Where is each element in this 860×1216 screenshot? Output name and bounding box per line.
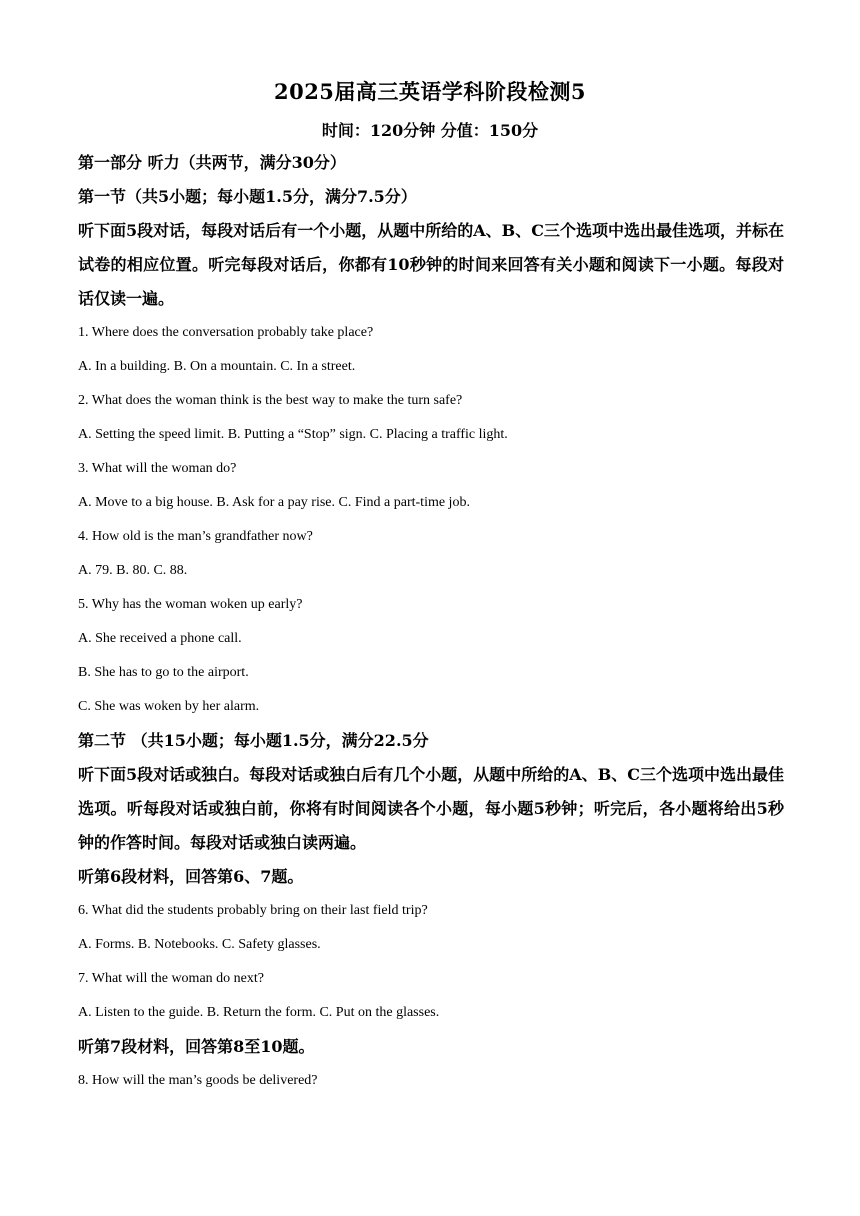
question-stem: 4. How old is the man’s grandfather now? — [78, 529, 313, 544]
group7-heading: 听第7段材料，回答第8至10题。 — [78, 1037, 315, 1056]
question-4 — [78, 520, 784, 588]
part1-heading: 第一部分 听力（共两节，满分30分） — [78, 153, 346, 172]
group6-heading: 听第6段材料，回答第6、7题。 — [78, 867, 304, 886]
exam-time-and-score: 时间：120分钟 分值：150分 — [321, 121, 539, 140]
question-5 — [78, 588, 784, 724]
section1-instructions: 听下面5段对话，每段对话后有一个小题，从题中所给的A、B、C三个选项中选出最佳选项，并标在试卷的相应位置。听完每段对话后，你都有10秒钟的时间来回答有关小题和阅读下一小题。每段对话仅读一遍。 — [78, 221, 784, 308]
question-stem: 3. What will the woman do? — [78, 461, 237, 476]
section1-heading: 第一节（共5小题；每小题1.5分，满分7.5分） — [78, 187, 417, 206]
option-a: A. She received a phone call. — [78, 631, 242, 646]
question-stem: 2. What does the woman think is the best way to make the turn safe? — [78, 393, 463, 408]
section2-heading: 第二节 （共15小题；每小题1.5分，满分22.5分 — [78, 731, 429, 750]
question-1 — [78, 316, 784, 384]
question-stem: 8. How will the man’s goods be delivered? — [78, 1073, 318, 1088]
question-3 — [78, 452, 784, 520]
section2-instructions: 听下面5段对话或独白。每段对话或独白后有几个小题，从题中所给的A、B、C三个选项中选出最佳选项。听每段对话或独白前，你将有时间阅读各个小题，每小题5秒钟；听完后，各小题将给出5秒钟的作答时间。每段对话或独白读两遍。 — [78, 765, 784, 852]
question-2 — [78, 384, 784, 452]
question-options: A. Setting the speed limit. B. Putting a “Stop” sign. C. Placing a traffic light. — [78, 427, 508, 442]
question-stem: 1. Where does the conversation probably take place? — [78, 325, 374, 340]
question-options: A. 79. B. 80. C. 88. — [78, 563, 188, 578]
question-options: A. Forms. B. Notebooks. C. Safety glasses. — [78, 937, 321, 952]
question-stem: 7. What will the woman do next? — [78, 971, 264, 986]
question-7 — [78, 962, 784, 1030]
option-c: C. She was woken by her alarm. — [78, 699, 260, 714]
question-6 — [78, 894, 784, 962]
question-stem: 6. What did the students probably bring on their last field trip? — [78, 903, 428, 918]
question-options: A. Move to a big house. B. Ask for a pay rise. C. Find a part-time job. — [78, 495, 470, 510]
question-8 — [78, 1064, 784, 1098]
option-b: B. She has to go to the airport. — [78, 665, 249, 680]
page-title: 2025届高三英语学科阶段检测5 — [273, 79, 587, 104]
document-body — [78, 146, 784, 1098]
question-options: A. Listen to the guide. B. Return the form. C. Put on the glasses. — [78, 1005, 440, 1020]
question-options: A. In a building. B. On a mountain. C. In a street. — [78, 359, 356, 374]
question-stem: 5. Why has the woman woken up early? — [78, 597, 303, 612]
